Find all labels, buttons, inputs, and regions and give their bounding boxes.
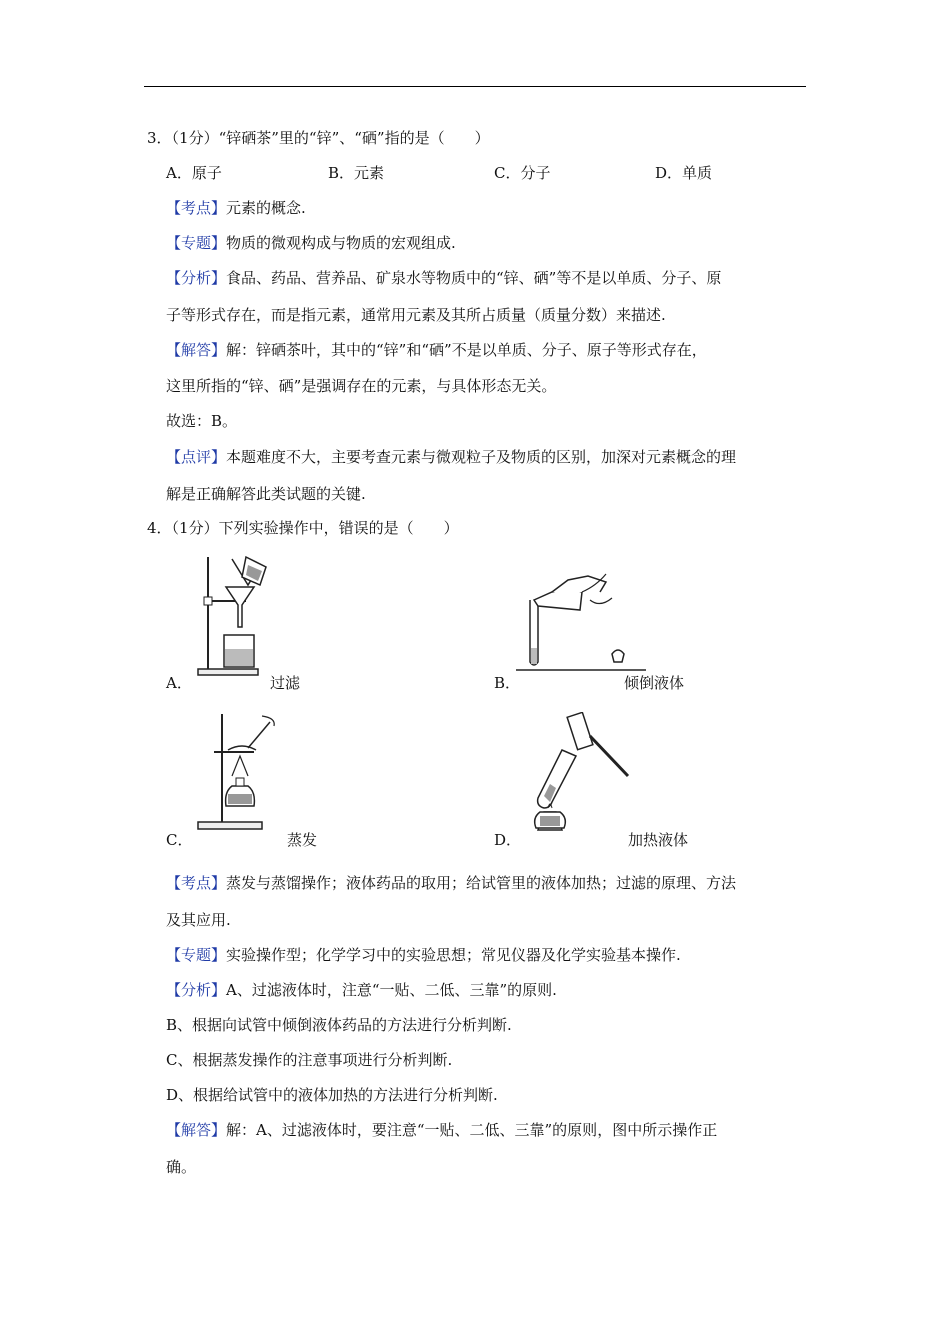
q3-dianping-text-1: 本题难度不大，主要考查元素与微观粒子及物质的区别，加深对元素概念的理 [226, 448, 737, 466]
q3-kaodian [166, 198, 306, 218]
q4-zhuanti-text: 实验操作型；化学学习中的实验思想；常见仪器及化学实验基本操作. [226, 946, 681, 964]
q4-jieda-text-2: 确。 [166, 1158, 197, 1176]
q3-stem: 3．（1分）“锌硒茶”里的“锌”、“硒”指的是（ ） [147, 129, 490, 147]
q3-dianping [166, 447, 736, 467]
q3-jieda-tag: 【解答】 [166, 341, 227, 359]
q4-kaodian-text-2: 及其应用. [166, 911, 231, 929]
q4-jieda-tag: 【解答】 [166, 1121, 227, 1139]
q4-option-d-letter: D． [494, 831, 522, 849]
q3-option-c: C．分子 [494, 164, 551, 182]
q4-option-b-letter: B． [494, 674, 521, 692]
q4-fenxi-text-d: D、根据给试管中的液体加热的方法进行分析判断. [166, 1086, 498, 1104]
q3-option-b: B．元素 [328, 164, 385, 182]
q4-option-a-label: 过滤 [270, 674, 301, 692]
q4-jieda-text-1: 解：A、过滤液体时，要注意“一贴、二低、三靠”的原则，图中所示操作正 [226, 1121, 718, 1139]
q4-stem: 4．（1分）下列实验操作中，错误的是（ ） [147, 519, 459, 537]
filtration-apparatus-icon [196, 553, 276, 678]
q3-fenxi [166, 268, 721, 288]
q4-zhuanti-tag: 【专题】 [166, 946, 227, 964]
q3-zhuanti-tag: 【专题】 [166, 234, 227, 252]
q3-jieda [166, 340, 707, 360]
q4-option-b-label: 倾倒液体 [624, 674, 685, 692]
evaporation-apparatus-icon [196, 712, 278, 832]
q3-answer: 故选：B。 [166, 412, 238, 430]
q3-jieda-text-2: 这里所指的“锌、硒”是强调存在的元素，与具体形态无关。 [166, 377, 557, 395]
q4-option-d-label: 加热液体 [628, 831, 689, 849]
q3-kaodian-tag: 【考点】 [166, 199, 227, 217]
q4-fenxi [166, 980, 557, 1000]
q4-fenxi-text-c: C、根据蒸发操作的注意事项进行分析判断. [166, 1051, 453, 1069]
q3-dianping-tag: 【点评】 [166, 448, 227, 466]
q4-option-c-label: 蒸发 [287, 831, 318, 849]
q3-jieda-text-1: 解：锌硒茶叶，其中的“锌”和“硒”不是以单质、分子、原子等形式存在， [226, 341, 707, 359]
pouring-liquid-icon [516, 570, 646, 674]
q3-fenxi-text-2: 子等形式存在，而是指元素，通常用元素及其所占质量（质量分数）来描述. [166, 306, 666, 324]
q3-fenxi-text-1: 食品、药品、营养品、矿泉水等物质中的“锌、硒”等不是以单质、分子、原 [226, 269, 722, 287]
q3-dianping-text-2: 解是正确解答此类试题的关键. [166, 485, 366, 503]
q4-kaodian-tag: 【考点】 [166, 874, 227, 892]
q4-fenxi-text-a: A、过滤液体时，注意“一贴、二低、三靠”的原则. [226, 981, 557, 999]
heating-test-tube-icon [522, 712, 652, 834]
q3-kaodian-text: 元素的概念. [226, 199, 306, 217]
q4-kaodian-text-1: 蒸发与蒸馏操作；液体药品的取用；给试管里的液体加热；过滤的原理、方法 [226, 874, 737, 892]
q3-zhuanti [166, 233, 456, 253]
q4-jieda [166, 1120, 717, 1140]
header-rule [144, 86, 806, 87]
q3-option-d: D．单质 [655, 164, 713, 182]
q3-zhuanti-text: 物质的微观构成与物质的宏观组成. [226, 234, 456, 252]
q4-zhuanti [166, 945, 681, 965]
q4-option-c-letter: C． [166, 831, 193, 849]
q3-option-a: A．原子 [166, 164, 222, 182]
q4-fenxi-text-b: B、根据向试管中倾倒液体药品的方法进行分析判断. [166, 1016, 512, 1034]
q4-option-a-letter: A． [166, 674, 192, 692]
q4-fenxi-tag: 【分析】 [166, 981, 227, 999]
q3-fenxi-tag: 【分析】 [166, 269, 227, 287]
q4-kaodian [166, 873, 736, 893]
